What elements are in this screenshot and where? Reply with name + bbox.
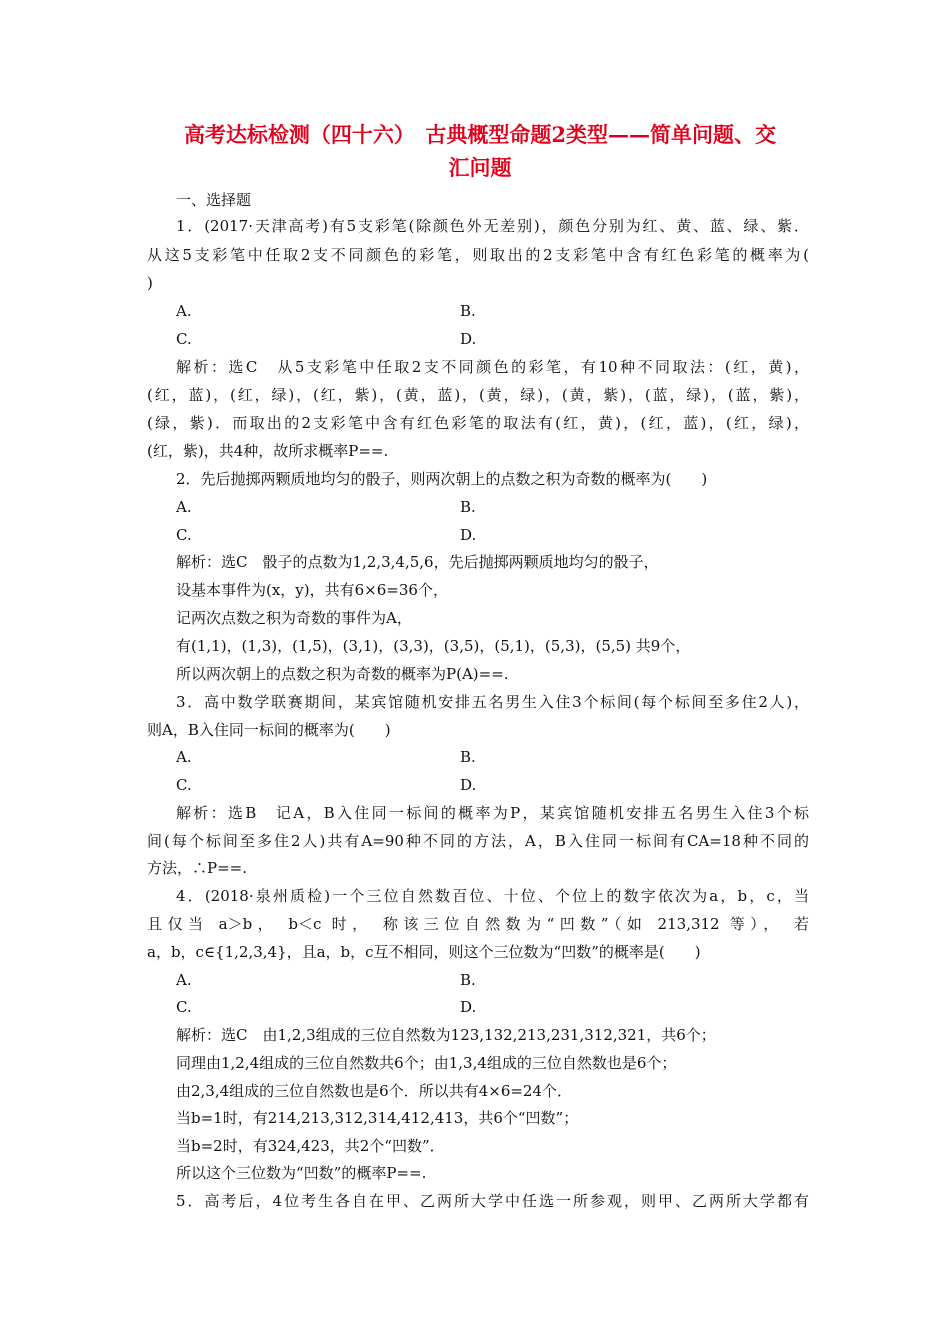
q2-solution-line5: 所以两次朝上的点数之积为奇数的概率为P(A)==. bbox=[176, 665, 509, 683]
q4-solution-line6: 所以这个三位数为“凹数”的概率P==. bbox=[176, 1164, 427, 1182]
q4-stem-line2: 且仅当 a＞b， b＜c 时， 称该三位自然数为“凹数”（如 213,312 等）， 若 bbox=[147, 915, 809, 933]
q1-solution-line1: 解析：选C 从5支彩笔中任取2支不同颜色的彩笔，有10种不同取法：(红，黄)， bbox=[176, 358, 809, 376]
q3-stem-line2: 则A，B入住同一标间的概率为( ) bbox=[147, 721, 391, 739]
section-heading: 一、选择题 bbox=[176, 191, 252, 209]
q4-option-a: A. bbox=[176, 971, 192, 989]
q4-solution-line5: 当b=2时，有324,423，共2个“凹数”． bbox=[176, 1137, 445, 1155]
q2-solution-line3: 记两次点数之积为奇数的事件为A， bbox=[176, 609, 412, 627]
q4-stem-line3: a，b，c∈{1,2,3,4}，且a，b，c互不相同，则这个三位数为“凹数”的概率是( ) bbox=[147, 943, 701, 961]
q3-option-a: A. bbox=[176, 748, 192, 766]
q2-solution-line1: 解析：选C 骰子的点数为1,2,3,4,5,6，先后抛掷两颗质地均匀的骰子， bbox=[176, 553, 659, 571]
q2-option-d: D. bbox=[460, 526, 477, 544]
q4-stem-line1: 4．(2018·泉州质检)一个三位自然数百位、十位、个位上的数字依次为a，b，c，当 bbox=[176, 887, 809, 905]
q1-option-d: D. bbox=[460, 330, 477, 348]
q4-solution-line2: 同理由1,2,4组成的三位自然数共6个；由1,3,4组成的三位自然数也是6个； bbox=[176, 1054, 677, 1072]
q2-solution-line4: 有(1,1)，(1,3)，(1,5)，(3,1)，(3,3)，(3,5)，(5,1)，(5,3)，(5,5) 共9个， bbox=[176, 637, 691, 655]
q3-stem-line1: 3．高中数学联赛期间，某宾馆随机安排五名男生入住3个标间(每个标间至多住2人)， bbox=[176, 693, 809, 711]
q4-solution-line3: 由2,3,4组成的三位自然数也是6个．所以共有4×6=24个． bbox=[176, 1082, 573, 1100]
q2-option-a: A. bbox=[176, 498, 192, 516]
q1-solution-line3: (绿，紫)．而取出的2支彩笔中含有红色彩笔的取法有(红，黄)，(红，蓝)，(红，绿)， bbox=[147, 414, 809, 432]
q2-stem: 2．先后抛掷两颗质地均匀的骰子，则两次朝上的点数之积为奇数的概率为( ) bbox=[176, 470, 708, 488]
q1-solution-line2: (红，蓝)，(红，绿)，(红，紫)，(黄，蓝)，(黄，绿)，(黄，紫)，(蓝，绿)，(蓝，紫)， bbox=[147, 386, 809, 404]
q4-solution-line4: 当b=1时，有214,213,312,314,412,413，共6个“凹数”； bbox=[176, 1109, 579, 1127]
page-title-continued: 汇问题 bbox=[448, 155, 512, 180]
q1-option-a: A. bbox=[176, 302, 192, 320]
q2-option-c: C. bbox=[176, 526, 192, 544]
q5-stem-line1: 5．高考后，4位考生各自在甲、乙两所大学中任选一所参观，则甲、乙两所大学都有 bbox=[176, 1192, 809, 1210]
page-title: 高考达标检测（四十六） 古典概型命题2类型——简单问题、交 bbox=[183, 122, 777, 147]
q3-solution-line1: 解析：选B 记A，B入住同一标间的概率为P，某宾馆随机安排五名男生入住3个标 bbox=[176, 804, 809, 822]
q1-stem-line1: 1．(2017·天津高考)有5支彩笔(除颜色外无差别)，颜色分别为红、黄、蓝、绿、紫． bbox=[176, 217, 809, 235]
q4-option-d: D. bbox=[460, 998, 477, 1016]
q1-stem-line3: ) bbox=[147, 274, 153, 292]
q2-solution-line2: 设基本事件为(x，y)，共有6×6=36个， bbox=[176, 581, 448, 599]
q3-solution-line2: 间(每个标间至多住2人)共有A=90种不同的方法，A，B入住同一标间有CA=18种不同的 bbox=[147, 832, 809, 850]
q3-option-b: B. bbox=[460, 748, 476, 766]
q3-option-c: C. bbox=[176, 776, 192, 794]
q2-option-b: B. bbox=[460, 498, 476, 516]
q4-option-c: C. bbox=[176, 998, 192, 1016]
q1-option-b: B. bbox=[460, 302, 476, 320]
q4-solution-line1: 解析：选C 由1,2,3组成的三位自然数为123,132,213,231,312,321，共6个； bbox=[176, 1026, 716, 1044]
q1-option-c: C. bbox=[176, 330, 192, 348]
q1-stem-line2: 从这5支彩笔中任取2支不同颜色的彩笔，则取出的2支彩笔中含有红色彩笔的概率为( bbox=[147, 246, 809, 264]
q4-option-b: B. bbox=[460, 971, 476, 989]
q1-solution-line4: (红，紫)，共4种，故所求概率P==. bbox=[147, 442, 389, 460]
q3-option-d: D. bbox=[460, 776, 477, 794]
q3-solution-line3: 方法，∴P==. bbox=[147, 859, 247, 877]
